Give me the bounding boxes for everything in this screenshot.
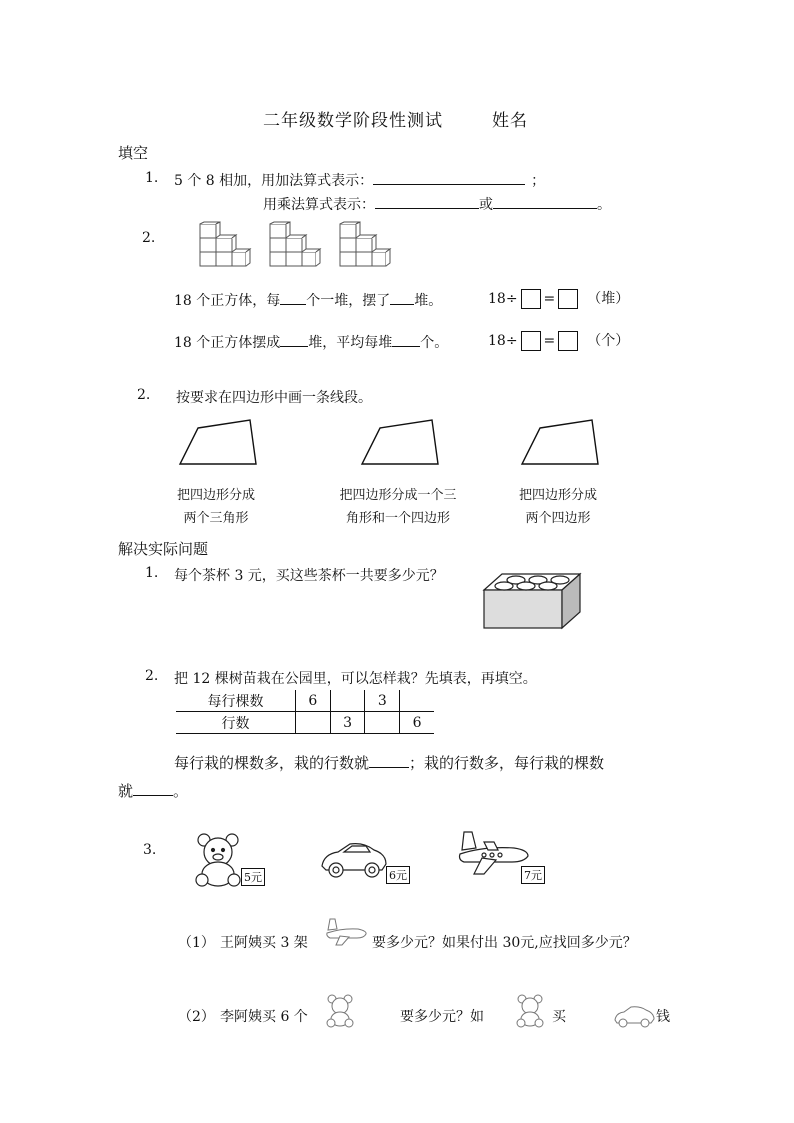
caption-2-line1: 把四边形分成一个三 — [339, 488, 457, 503]
wp2-fill-text-c: 就 — [118, 782, 134, 800]
equals-sign: = — [543, 333, 556, 349]
wp2-text: 把 12 棵树苗栽在公园里，可以怎样栽？先填表，再填空。 — [174, 671, 537, 687]
sub2-text-b: 要多少元？如 — [400, 1009, 484, 1025]
sub2-text-d: 钱 — [656, 1009, 670, 1025]
cube-stack — [270, 222, 320, 266]
wp2-fill-line2 — [118, 780, 188, 801]
q2-row2-text-c: 个。 — [420, 335, 449, 351]
caption-3 — [516, 484, 600, 526]
name-label: 姓名 — [492, 111, 528, 131]
q3-number: 2. — [137, 387, 151, 403]
q2-per-pile-blank[interactable] — [280, 290, 306, 305]
table-cell[interactable] — [295, 712, 330, 734]
section-word-problems-title: 解决实际问题 — [118, 540, 209, 558]
section-fill-blank-title: 填空 — [118, 144, 149, 162]
wp3-number: 3. — [143, 842, 157, 858]
caption-2-line2: 角形和一个四边形 — [345, 511, 450, 526]
teddy-bear-icon — [326, 994, 354, 1028]
sub2-text-c: 买 — [552, 1009, 566, 1025]
q2-row1-result-box[interactable] — [558, 289, 578, 309]
toy-airplane-icon — [454, 828, 530, 878]
table-cell[interactable]: 3 — [365, 690, 400, 712]
wp1-text: 每个茶杯 3 元，买这些茶杯一共要多少元？ — [174, 568, 444, 584]
table-row-header: 每行棵数 — [176, 690, 295, 712]
table-cell[interactable] — [365, 712, 400, 734]
q1-number: 1. — [145, 170, 159, 186]
caption-1-line2: 两个三角形 — [183, 511, 249, 526]
q1-line1-end: ； — [531, 173, 546, 189]
sub1-text-a: 王阿姨买 3 架 — [220, 935, 308, 951]
equals-sign: = — [543, 291, 556, 307]
table-row — [176, 712, 434, 734]
q2-row2-equation — [488, 330, 629, 351]
table-row-header: 行数 — [176, 712, 295, 734]
wp2-fill-blank-2[interactable] — [133, 781, 173, 796]
table-cell[interactable]: 6 — [295, 690, 330, 712]
sub2-text-a: 李阿姨买 6 个 — [220, 1009, 308, 1025]
q2-row2-divisor-box[interactable] — [521, 331, 541, 351]
wp2-fill-blank-1[interactable] — [369, 753, 409, 768]
caption-1 — [174, 484, 258, 526]
q1-end: 。 — [597, 197, 611, 213]
q2-row2-text-a: 18 个正方体摆成 — [174, 335, 281, 351]
sub1-text-b: 要多少元？如果付出 30元,应找回多少元？ — [372, 935, 637, 951]
q2-row1 — [174, 290, 442, 310]
q1-line1 — [174, 170, 545, 190]
sub1-number: （1） — [178, 935, 215, 951]
q2-number: 2. — [142, 230, 156, 246]
q2-row2-text-b: 堆，平均每堆 — [308, 335, 393, 351]
quadrilateral-1[interactable] — [176, 418, 260, 468]
q2-pile-count-blank[interactable] — [280, 332, 308, 347]
q1-multiplication-blank-1[interactable] — [375, 194, 479, 209]
price-tag-airplane: 7元 — [521, 866, 545, 884]
caption-1-line1: 把四边形分成 — [176, 488, 255, 503]
teacup-box-image — [482, 568, 582, 630]
q2-row2-result-box[interactable] — [558, 331, 578, 351]
q2-row2 — [174, 332, 448, 352]
q2-row2-eq-text: 18÷ — [488, 333, 518, 349]
caption-3-line1: 把四边形分成 — [518, 488, 597, 503]
tree-table — [176, 690, 434, 734]
q2-row1-unit: （堆） — [587, 291, 630, 307]
quadrilateral-2[interactable] — [358, 418, 442, 468]
toy-car-icon — [612, 1004, 656, 1030]
wp2-fill-text-b: ；栽的行数多，每行栽的棵数 — [409, 754, 605, 772]
wp1-number: 1. — [145, 565, 159, 581]
table-cell[interactable] — [330, 690, 365, 712]
wp2-fill-text-a: 每行栽的棵数多，栽的行数就 — [174, 754, 370, 772]
q1-line2-text: 用乘法算式表示： — [263, 197, 375, 213]
quadrilateral-3[interactable] — [518, 418, 602, 468]
table-row — [176, 690, 434, 712]
table-cell[interactable]: 6 — [400, 712, 434, 734]
q2-per-pile-count-blank[interactable] — [392, 332, 420, 347]
q2-row1-eq-text: 18÷ — [488, 291, 518, 307]
q2-row1-divisor-box[interactable] — [521, 289, 541, 309]
page-title: 二年级数学阶段性测试 — [263, 111, 443, 131]
teddy-bear-icon — [194, 832, 244, 888]
q1-line1-text: 5 个 8 相加，用加法算式表示： — [174, 173, 374, 189]
q2-row1-text-c: 堆。 — [414, 293, 443, 309]
cube-stack — [340, 222, 390, 266]
caption-2 — [334, 484, 462, 526]
q1-multiplication-blank-2[interactable] — [493, 194, 597, 209]
q2-row2-unit: （个） — [587, 333, 630, 349]
q2-piles-blank[interactable] — [390, 290, 414, 305]
q1-or: 或 — [479, 197, 493, 213]
q2-row1-equation — [488, 288, 629, 309]
q3-text: 按要求在四边形中画一条线段。 — [176, 390, 372, 406]
price-tag-car: 6元 — [386, 866, 410, 884]
cube-stacks-image — [198, 222, 388, 270]
table-cell[interactable] — [400, 690, 434, 712]
price-tag-bear: 5元 — [241, 868, 265, 886]
table-cell[interactable]: 3 — [330, 712, 365, 734]
cube-stack — [200, 222, 250, 266]
toy-airplane-icon — [324, 916, 368, 946]
q1-addition-blank[interactable] — [373, 170, 525, 185]
caption-3-line2: 两个四边形 — [525, 511, 591, 526]
teddy-bear-icon — [516, 994, 544, 1028]
wp2-number: 2. — [145, 668, 159, 684]
q2-row1-text-a: 18 个正方体，每 — [174, 293, 281, 309]
wp2-fill-line1 — [174, 752, 604, 773]
sub2-number: （2） — [178, 1009, 215, 1025]
wp2-fill-text-d: 。 — [173, 782, 189, 800]
q2-row1-text-b: 个一堆，摆了 — [306, 293, 391, 309]
q1-line2 — [263, 194, 611, 214]
toy-car-icon — [318, 840, 390, 880]
